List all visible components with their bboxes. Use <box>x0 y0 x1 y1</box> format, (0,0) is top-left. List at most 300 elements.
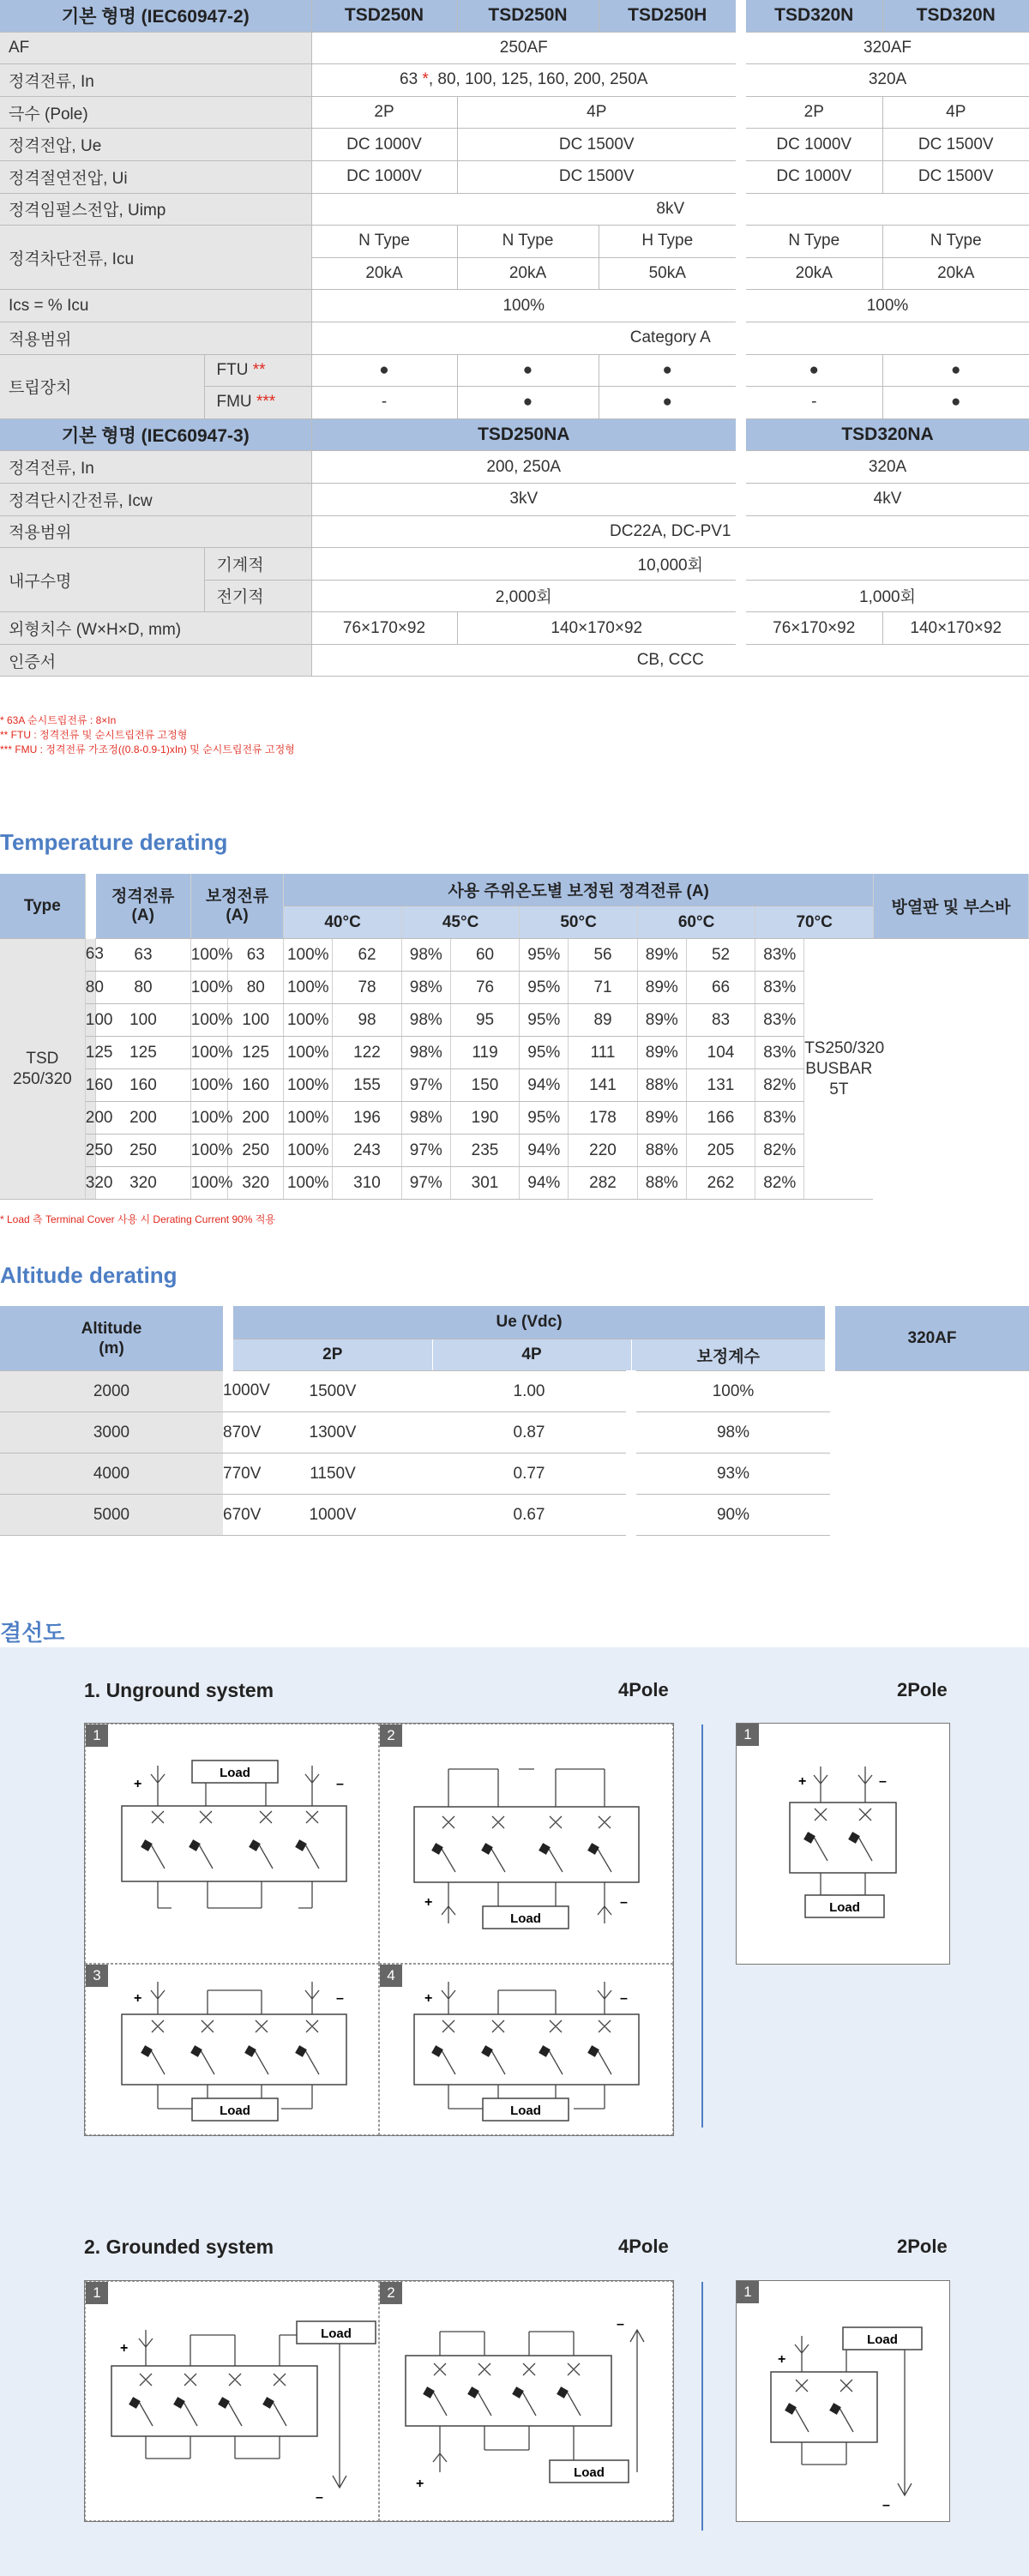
breaker-diagram <box>86 1965 380 2136</box>
svg-text:Load: Load <box>829 1900 860 1915</box>
derating-cell: 83% <box>755 1102 804 1135</box>
model-header: TSD250N <box>457 0 599 32</box>
cell: H Type <box>599 226 741 258</box>
derating-cell: 100% <box>284 972 333 1004</box>
cell: DC 1500V <box>882 129 1029 161</box>
cell: 100% <box>741 290 1029 322</box>
derating-cell: 83% <box>755 939 804 972</box>
sub-header: 4P <box>432 1339 631 1371</box>
derating-cell: 196 <box>333 1102 402 1135</box>
derating-cell: 235 <box>450 1135 520 1167</box>
altitude-value: 0.77 <box>432 1454 631 1495</box>
derating-cell: 100% <box>284 1167 333 1200</box>
altitude-table <box>0 1306 1029 1536</box>
derating-cell: 95% <box>520 972 569 1004</box>
derating-cell: 100% <box>284 1135 333 1167</box>
derating-cell: 125 <box>96 1037 191 1069</box>
row-label: 트립장치 <box>0 354 204 418</box>
cell: 20kA <box>457 257 599 290</box>
derating-cell: 100% <box>284 1102 333 1135</box>
cell: 200, 250A <box>311 451 741 484</box>
model-header: TSD250NA <box>311 418 741 451</box>
cell: 1,000회 <box>741 580 1029 612</box>
footnote: *** FMU : 정격전류 가조정((0.8-0.9-1)xIn) 및 순시트립전류 고정형 <box>0 743 295 755</box>
derating-cell: 82% <box>755 1167 804 1200</box>
minus-sign: – <box>316 2490 323 2505</box>
derating-cell: 89 <box>569 1004 638 1037</box>
breaker-diagram <box>380 2282 674 2522</box>
rated-current-cell: 80 <box>85 972 95 1004</box>
derating-cell: 97% <box>401 1069 450 1102</box>
derating-cell: 98% <box>401 1102 450 1135</box>
altitude-header: Altitude (m) <box>0 1306 223 1371</box>
altitude-value: 1300V <box>233 1412 432 1454</box>
ue-header: Ue (Vdc) <box>233 1306 830 1339</box>
load-box <box>843 2327 922 2350</box>
rated-current-cell: 100 <box>85 1004 95 1037</box>
divider <box>701 2282 703 2531</box>
derating-cell: 80 <box>228 972 284 1004</box>
wiring-title: 결선도 <box>0 1620 65 1646</box>
breaker-diagram <box>380 1965 674 2136</box>
spec-table <box>0 0 1029 677</box>
ungrounded-4pole-frame <box>84 1723 674 2136</box>
altitude-row <box>0 1371 1029 1412</box>
derating-cell: 97% <box>401 1135 450 1167</box>
temp-header: 50°C <box>520 906 638 939</box>
model-header: TSD320NA <box>741 418 1029 451</box>
derating-cell: 83% <box>755 1004 804 1037</box>
load-box <box>550 2460 629 2483</box>
cell: 2,000회 <box>311 580 741 612</box>
derating-cell: 250 <box>96 1135 191 1167</box>
cell: N Type <box>311 226 457 258</box>
fmu-dot: ● <box>882 387 1029 419</box>
row-label: 정격임펄스전압, Uimp <box>0 193 311 226</box>
cell: 76×170×92 <box>311 612 457 645</box>
altitude-value: 1150V <box>233 1454 432 1495</box>
model-header: TSD250N <box>311 0 457 32</box>
diagram-number: 3 <box>86 1965 108 1987</box>
minus-sign: – <box>617 2317 624 2332</box>
footnote-mark: * <box>422 70 429 89</box>
minus-sign: – <box>620 1895 628 1910</box>
derating-cell: 320 <box>96 1167 191 1200</box>
mech-label: 기계적 <box>204 548 311 581</box>
derating-cell: 95% <box>520 1102 569 1135</box>
derating-cell: 82% <box>755 1135 804 1167</box>
type-value: TSD 250/320 <box>0 939 85 1200</box>
temp-header: 45°C <box>401 906 520 939</box>
derating-cell: 95% <box>520 1004 569 1037</box>
footnote: * 63A 순시트립전류 : 8×In <box>0 714 117 726</box>
row-label: 내구수명 <box>0 548 204 612</box>
derating-cell: 56 <box>569 939 638 972</box>
derating-cell: 119 <box>450 1037 520 1069</box>
minus-sign: – <box>336 1777 344 1791</box>
rated-header: 정격전류 (A) <box>96 874 191 939</box>
altitude-value: 100% <box>631 1371 830 1412</box>
cell: 20kA <box>311 257 457 290</box>
row-label: 정격전류, In <box>0 451 311 484</box>
cell: 3kV <box>311 483 741 515</box>
row-label: AF <box>0 32 311 64</box>
row-label: 정격차단전류, Icu <box>0 226 311 290</box>
minus-sign: – <box>620 1991 628 2006</box>
derating-cell: 62 <box>333 939 402 972</box>
diagram-cell <box>379 1724 673 1964</box>
derating-cell: 89% <box>637 1037 686 1069</box>
row-label: 인증서 <box>0 644 311 677</box>
derating-cell: 94% <box>520 1135 569 1167</box>
altitude-value: 93% <box>631 1454 830 1495</box>
temperature-row <box>0 972 1029 1004</box>
plus-sign: + <box>416 2477 424 2491</box>
row-label: 외형치수 (W×H×D, mm) <box>0 612 311 645</box>
rated-current-cell: 250 <box>85 1135 95 1167</box>
spacer <box>85 874 95 939</box>
two-pole-label: 2Pole <box>897 1679 948 1700</box>
corr-header: 보정전류 (A) <box>190 874 284 939</box>
derating-cell: 200 <box>228 1102 284 1135</box>
derating-cell: 100% <box>190 1102 227 1135</box>
altitude-cell: 2000 <box>0 1371 223 1412</box>
footnotes <box>0 713 295 757</box>
temperature-row <box>0 1102 1029 1135</box>
basic-model-header: 기본 형명 (IEC60947-2) <box>0 0 311 32</box>
derating-cell: 100% <box>190 1167 227 1200</box>
derating-cell: 131 <box>686 1069 755 1102</box>
breaker-diagram <box>380 1724 674 1965</box>
cell: 4kV <box>741 483 1029 515</box>
derating-cell: 71 <box>569 972 638 1004</box>
cell: 20kA <box>741 257 882 290</box>
altitude-cell: 3000 <box>0 1412 223 1454</box>
altitude-value: 1.00 <box>432 1371 631 1412</box>
derating-cell: 98% <box>401 972 450 1004</box>
breaker-diagram <box>86 2282 380 2522</box>
derating-cell: 220 <box>569 1135 638 1167</box>
cell: DC 1000V <box>311 129 457 161</box>
derating-cell: 98% <box>401 939 450 972</box>
plus-sign: + <box>134 1991 142 2006</box>
cell: 140×170×92 <box>882 612 1029 645</box>
altitude-cell: 4000 <box>0 1454 223 1495</box>
temperature-row <box>0 1167 1029 1200</box>
derating-cell: 100% <box>190 972 227 1004</box>
ftu-label: FTU ** <box>204 354 311 387</box>
temp-header: 60°C <box>637 906 755 939</box>
grounded-2pole-frame <box>736 2280 950 2522</box>
fmu-label: FMU *** <box>204 387 311 419</box>
cell: 100% <box>311 290 741 322</box>
altitude-value: 90% <box>631 1495 830 1536</box>
grounded-4pole-frame <box>84 2280 674 2522</box>
four-pole-label: 4Pole <box>618 2236 669 2257</box>
altitude-value: 1500V <box>233 1371 432 1412</box>
derating-cell: 150 <box>450 1069 520 1102</box>
basic-model-header-3: 기본 형명 (IEC60947-3) <box>0 418 311 451</box>
derating-cell: 100 <box>96 1004 191 1037</box>
divider <box>701 1724 703 2128</box>
svg-text:Load: Load <box>574 2465 605 2480</box>
cell: CB, CCC <box>311 644 1029 677</box>
derating-cell: 100% <box>190 1135 227 1167</box>
derating-cell: 190 <box>450 1102 520 1135</box>
row-label: 정격전류, In <box>0 64 311 97</box>
cell: DC 1000V <box>741 160 882 193</box>
cell: DC22A, DC-PV1 <box>311 515 1029 548</box>
derating-cell: 282 <box>569 1167 638 1200</box>
derating-cell: 100% <box>284 1069 333 1102</box>
altitude-cell: 5000 <box>0 1495 223 1536</box>
fmu-dot: - <box>741 387 882 419</box>
cell: 140×170×92 <box>457 612 741 645</box>
derating-cell: 63 <box>96 939 191 972</box>
fmu-dot: ● <box>457 387 599 419</box>
breaker-box <box>414 1807 639 1882</box>
model-header: TSD320N <box>882 0 1029 32</box>
load-box <box>192 1760 278 1783</box>
breaker-diagram <box>86 1724 380 1965</box>
cell: 50kA <box>599 257 741 290</box>
cell: DC 1500V <box>882 160 1029 193</box>
af-250: 250AF <box>311 32 741 64</box>
rated-current-cell: 63 <box>85 939 95 972</box>
wiring-panel <box>0 1647 1029 2576</box>
cell: Category A <box>311 322 1029 354</box>
derating-cell: 250 <box>228 1135 284 1167</box>
altitude-value: 770V <box>223 1454 233 1495</box>
derating-cell: 155 <box>333 1069 402 1102</box>
altitude-value: 0.67 <box>432 1495 631 1536</box>
derating-cell: 52 <box>686 939 755 972</box>
row-label: 적용범위 <box>0 515 311 548</box>
fmu-dot: ● <box>599 387 741 419</box>
derating-cell: 98 <box>333 1004 402 1037</box>
row-label: 정격단시간전류, Icw <box>0 483 311 515</box>
derating-cell: 89% <box>637 1004 686 1037</box>
ftu-dot: ● <box>741 354 882 387</box>
altitude-value: 0.87 <box>432 1412 631 1454</box>
load-box <box>483 1906 569 1929</box>
derating-cell: 88% <box>637 1135 686 1167</box>
sub-header: 2P <box>233 1339 432 1371</box>
cell: 20kA <box>882 257 1029 290</box>
altitude-row <box>0 1495 1029 1536</box>
derating-cell: 141 <box>569 1069 638 1102</box>
derating-cell: 301 <box>450 1167 520 1200</box>
derating-cell: 83 <box>686 1004 755 1037</box>
cell: DC 1500V <box>457 129 741 161</box>
breaker-box <box>122 2014 346 2085</box>
diagram-number: 1 <box>86 1724 108 1747</box>
ftu-dot: ● <box>311 354 457 387</box>
ungrounded-title: 1. Unground system <box>84 1679 274 1701</box>
temperature-note: * Load 측 Terminal Cover 사용 시 Derating Current 90% 적용 <box>0 1213 276 1225</box>
cell: 76×170×92 <box>741 612 882 645</box>
temperature-row <box>0 939 1029 972</box>
row-label: 정격전압, Ue <box>0 129 311 161</box>
derating-cell: 104 <box>686 1037 755 1069</box>
cell: N Type <box>457 226 599 258</box>
four-pole-label: 4Pole <box>618 1679 669 1700</box>
derating-cell: 66 <box>686 972 755 1004</box>
cell: DC 1000V <box>741 129 882 161</box>
derating-cell: 78 <box>333 972 402 1004</box>
temperature-row <box>0 1069 1029 1102</box>
row-label: Ics = % Icu <box>0 290 311 322</box>
derating-cell: 100% <box>284 1004 333 1037</box>
cell: 2P <box>741 96 882 129</box>
rated-current-cell: 160 <box>85 1069 95 1102</box>
derating-cell: 94% <box>520 1069 569 1102</box>
temp-header: 40°C <box>284 906 402 939</box>
rated-current-320: 320A <box>741 64 1029 97</box>
derating-cell: 243 <box>333 1135 402 1167</box>
svg-text:Load: Load <box>510 2104 541 2118</box>
derating-cell: 95% <box>520 1037 569 1069</box>
derating-cell: 63 <box>228 939 284 972</box>
altitude-value: 1000V <box>233 1495 432 1536</box>
derating-cell: 95% <box>520 939 569 972</box>
ftu-dot: ● <box>457 354 599 387</box>
temperature-row <box>0 1004 1029 1037</box>
altitude-row <box>0 1412 1029 1454</box>
diagram-number: 2 <box>380 1724 402 1747</box>
breaker-box <box>414 2014 639 2085</box>
temp-header: 70°C <box>755 906 874 939</box>
cell: 8kV <box>311 193 1029 226</box>
rated-current-cell: 200 <box>85 1102 95 1135</box>
altitude-value: 870V <box>223 1412 233 1454</box>
derating-cell: 111 <box>569 1037 638 1069</box>
derating-cell: 97% <box>401 1167 450 1200</box>
diagram-cell <box>85 1724 379 1964</box>
diagram-cell <box>379 2281 673 2521</box>
derating-cell: 89% <box>637 972 686 1004</box>
diagram-cell <box>85 1964 379 2135</box>
derating-cell: 94% <box>520 1167 569 1200</box>
diagram-cell <box>85 2281 379 2521</box>
temperature-title: Temperature derating <box>0 829 228 855</box>
derating-cell: 89% <box>637 1102 686 1135</box>
derating-cell: 100% <box>190 939 227 972</box>
load-box <box>805 1895 884 1917</box>
cell: DC 1500V <box>457 160 741 193</box>
derating-cell: 100% <box>284 939 333 972</box>
rated-current-250: 63 *, 80, 100, 125, 160, 200, 250A <box>311 64 741 97</box>
ftu-dot: ● <box>599 354 741 387</box>
diagram-number: 1 <box>86 2282 108 2304</box>
plus-sign: + <box>134 1777 142 1791</box>
plus-sign: + <box>424 1895 433 1910</box>
sub-header: 보정계수 <box>631 1339 830 1371</box>
cell: N Type <box>882 226 1029 258</box>
heat-header: 방열판 및 부스바 <box>873 874 1028 939</box>
breaker-diagram <box>737 1724 949 1964</box>
plus-sign: + <box>778 2352 786 2367</box>
altitude-title: Altitude derating <box>0 1262 178 1288</box>
altitude-value: 98% <box>631 1412 830 1454</box>
elec-label: 전기적 <box>204 580 311 612</box>
svg-text:Load: Load <box>220 2104 250 2118</box>
derating-cell: 89% <box>637 939 686 972</box>
cell: 4P <box>457 96 741 129</box>
diagram-number: 1 <box>737 1724 759 1746</box>
load-box <box>483 2098 569 2121</box>
footnote: ** FTU : 정격전류 및 순시트립전류 고정형 <box>0 729 188 741</box>
cell: 4P <box>882 96 1029 129</box>
plus-sign: + <box>798 1774 807 1789</box>
derating-cell: 82% <box>755 1069 804 1102</box>
row-label: 적용범위 <box>0 322 311 354</box>
diagram-number: 4 <box>380 1965 402 1987</box>
derating-cell: 88% <box>637 1167 686 1200</box>
derating-cell: 80 <box>96 972 191 1004</box>
altitude-value: 670V <box>223 1495 233 1536</box>
derating-cell: 122 <box>333 1037 402 1069</box>
derating-cell: 83% <box>755 972 804 1004</box>
minus-sign: – <box>882 2498 890 2513</box>
group-header: 사용 주위온도별 보정된 정격전류 (A) <box>284 874 874 906</box>
temperature-table <box>0 874 1029 1200</box>
row-label: 정격절연전압, Ui <box>0 160 311 193</box>
fmu-dot: - <box>311 387 457 419</box>
derating-cell: 262 <box>686 1167 755 1200</box>
ftu-dot: ● <box>882 354 1029 387</box>
altitude-rows <box>0 1371 1029 1536</box>
diagram-number: 2 <box>380 2282 402 2304</box>
derating-cell: 100% <box>284 1037 333 1069</box>
derating-cell: 100% <box>190 1069 227 1102</box>
cell: N Type <box>741 226 882 258</box>
altitude-value: 1000V <box>223 1371 233 1412</box>
derating-cell: 98% <box>401 1037 450 1069</box>
load-box <box>297 2321 376 2344</box>
heat-value: TS250/320 BUSBAR 5T <box>804 939 874 1200</box>
temperature-row <box>0 1135 1029 1167</box>
plus-sign: + <box>424 1991 433 2006</box>
derating-cell: 205 <box>686 1135 755 1167</box>
altitude-row <box>0 1454 1029 1495</box>
spacer <box>223 1306 233 1371</box>
load-box <box>192 2098 278 2121</box>
svg-text:Load: Load <box>867 2332 898 2347</box>
svg-text:Load: Load <box>220 1766 250 1780</box>
diagram-number: 1 <box>737 2281 759 2303</box>
cell: DC 1000V <box>311 160 457 193</box>
derating-cell: 88% <box>637 1069 686 1102</box>
cell: 2P <box>311 96 457 129</box>
derating-cell: 60 <box>450 939 520 972</box>
derating-cell: 200 <box>96 1102 191 1135</box>
derating-cell: 166 <box>686 1102 755 1135</box>
svg-text:Load: Load <box>321 2326 352 2341</box>
minus-sign: – <box>879 1774 887 1789</box>
derating-cell: 125 <box>228 1037 284 1069</box>
rated-current-cell: 125 <box>85 1037 95 1069</box>
af-header: 320AF <box>830 1306 1029 1371</box>
derating-cell: 320 <box>228 1167 284 1200</box>
diagram-cell <box>379 1964 673 2135</box>
rated-current-cell: 320 <box>85 1167 95 1200</box>
derating-cell: 160 <box>96 1069 191 1102</box>
derating-cell: 76 <box>450 972 520 1004</box>
af-320: 320AF <box>741 32 1029 64</box>
derating-cell: 95 <box>450 1004 520 1037</box>
model-header: TSD320N <box>741 0 882 32</box>
